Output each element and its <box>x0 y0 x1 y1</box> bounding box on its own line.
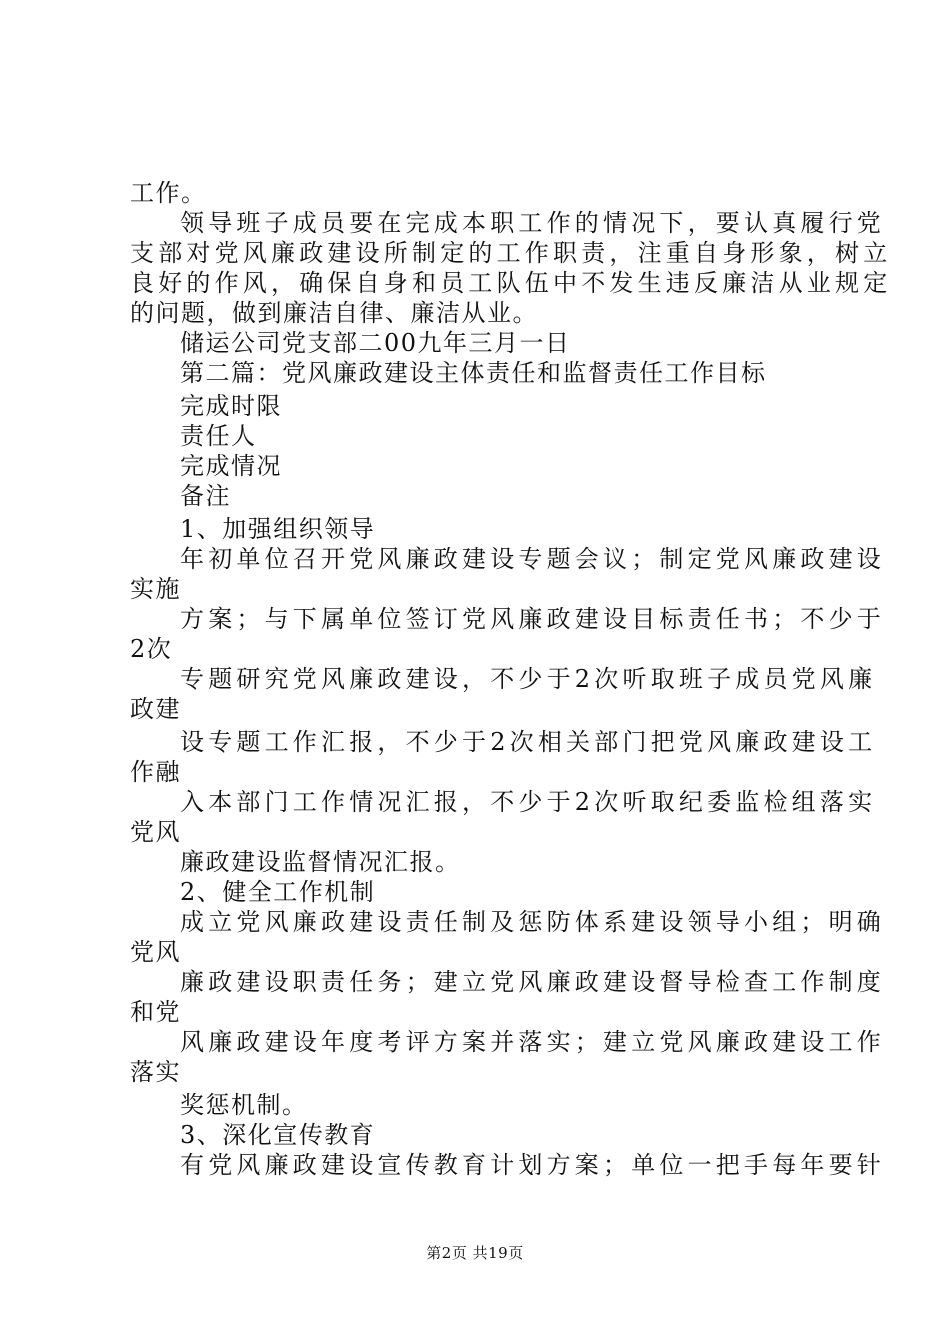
text-line: 党风 <box>130 938 181 966</box>
signature-line: 储运公司党支部二00九年三月一日 <box>180 329 571 357</box>
text-line: 良好的作风，确保自身和员工队伍中不发生违反廉洁从业规定 <box>130 269 892 297</box>
text-line: 党风 <box>130 818 181 846</box>
text-line: 入本部门工作情况汇报，不少于2次听取纪委监检组落实 <box>180 788 877 816</box>
text-line: 设专题工作汇报，不少于2次相关部门把党风廉政建设工 <box>180 728 877 756</box>
text-line: 2次 <box>130 635 173 663</box>
text-line: 廉政建设监督情况汇报。 <box>180 848 461 876</box>
text-line: 有党风廉政建设宣传教育计划方案；单位一把手每年要针 <box>180 1151 885 1179</box>
text-line: 作融 <box>130 758 181 786</box>
text-line: 成立党风廉政建设责任制及惩防体系建设领导小组；明确 <box>180 908 885 936</box>
text-line: 的问题，做到廉洁自律、廉洁从业。 <box>130 299 538 327</box>
text-line: 廉政建设职责任务；建立党风廉政建设督导检查工作制度 <box>180 968 885 996</box>
text-line: 政建 <box>130 695 181 723</box>
text-line: 年初单位召开党风廉政建设专题会议；制定党风廉政建设 <box>180 545 885 573</box>
section-heading: 第二篇：党风廉政建设主体责任和监督责任工作目标 <box>180 359 767 387</box>
text-line: 责任人 <box>180 422 257 450</box>
item-heading: 2、健全工作机制 <box>180 878 376 906</box>
text-line: 风廉政建设年度考评方案并落实；建立党风廉政建设工作 <box>180 1028 885 1056</box>
text-line: 备注 <box>180 482 231 510</box>
text-line: 工作。 <box>130 179 207 207</box>
text-line: 专题研究党风廉政建设，不少于2次听取班子成员党风廉 <box>180 665 877 693</box>
text-line: 奖惩机制。 <box>180 1091 308 1119</box>
text-line: 完成情况 <box>180 452 282 480</box>
text-line: 落实 <box>130 1058 181 1086</box>
item-heading: 3、深化宣传教育 <box>180 1121 376 1149</box>
text-line: 领导班子成员要在完成本职工作的情况下，要认真履行党 <box>180 209 885 237</box>
text-line: 完成时限 <box>180 392 282 420</box>
text-line: 和党 <box>130 998 181 1026</box>
page-number: 第2页 共19页 <box>426 1244 524 1262</box>
text-line: 方案；与下属单位签订党风廉政建设目标责任书；不少于 <box>180 605 885 633</box>
text-line: 实施 <box>130 575 181 603</box>
item-heading: 1、加强组织领导 <box>180 515 376 543</box>
text-line: 支部对党风廉政建设所制定的工作职责，注重自身形象，树立 <box>130 239 892 267</box>
